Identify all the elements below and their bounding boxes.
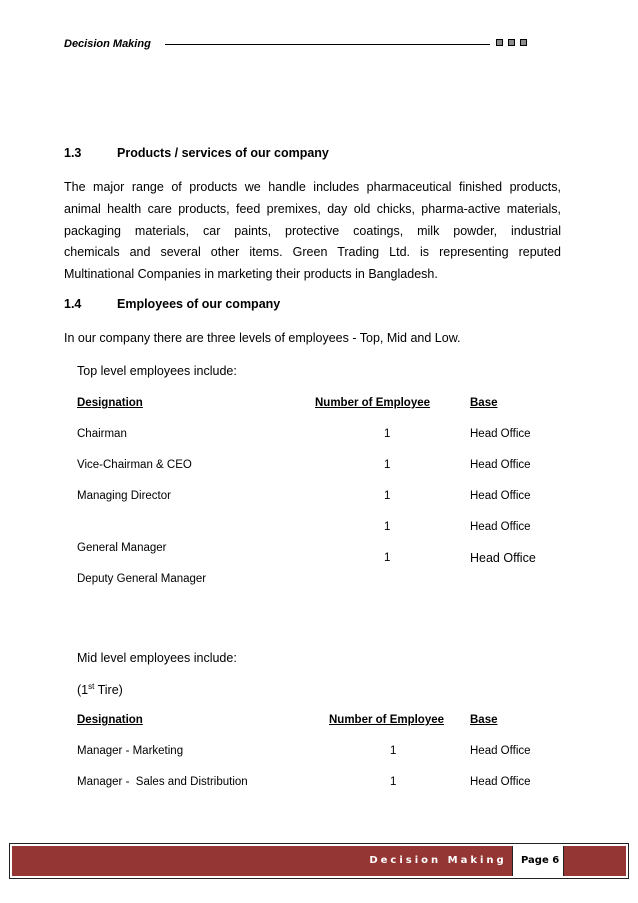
- column-header-count: Number of Employee: [315, 397, 431, 409]
- count-cell: 1: [390, 745, 397, 757]
- designation-cell: General Manager: [77, 542, 167, 554]
- base-cell: Head Office: [470, 745, 531, 757]
- count-cell: 1: [384, 521, 391, 533]
- top-level-heading: Top level employees include:: [77, 364, 237, 378]
- count-cell: 1: [384, 490, 391, 502]
- column-header-count: Number of Employee: [329, 714, 445, 726]
- tier-prefix: (1: [77, 683, 89, 697]
- count-cell: 1: [384, 552, 391, 564]
- footer-title: Decision Making: [369, 855, 507, 866]
- count-cell: 1: [384, 459, 391, 471]
- employees-intro: In our company there are three levels of employees - Top, Mid and Low.: [64, 331, 461, 345]
- column-header-designation: Designation: [77, 397, 143, 409]
- tier-suffix: Tire): [94, 683, 123, 697]
- designation-cell: Manager - Sales and Distribution: [77, 776, 248, 788]
- paragraph-line: The major range of products we handle includes pharmaceutical finished products,: [64, 180, 561, 194]
- count-cell: 1: [384, 428, 391, 440]
- header-rule: [165, 44, 490, 45]
- column-header-base: Base: [470, 397, 498, 409]
- designation-cell: Managing Director: [77, 490, 171, 502]
- header-square-icon: [496, 39, 503, 46]
- section-heading: Employees of our company: [117, 297, 281, 311]
- section-number: 1.4: [64, 297, 82, 311]
- designation-cell: Chairman: [77, 428, 127, 440]
- base-cell: Head Office: [470, 776, 531, 788]
- paragraph-line: packaging materials, car paints, protective coatings, milk powder, industrial: [64, 223, 561, 238]
- mid-level-heading: Mid level employees include:: [77, 651, 237, 665]
- tier-label: [77, 683, 123, 697]
- designation-cell: Vice-Chairman & CEO: [77, 459, 192, 471]
- column-header-designation: Designation: [77, 714, 143, 726]
- base-cell: Head Office: [470, 490, 531, 502]
- products-paragraph: [64, 177, 561, 286]
- header-square-icon: [508, 39, 515, 46]
- base-cell: Head Office: [470, 459, 531, 471]
- column-header-base: Base: [470, 714, 498, 726]
- section-number: 1.3: [64, 146, 82, 160]
- header-square-icon: [520, 39, 527, 46]
- designation-cell: Deputy General Manager: [77, 573, 207, 585]
- paragraph-line: animal health care products, feed premixes, day old chicks, pharma-active materials,: [64, 201, 561, 216]
- count-cell: 1: [390, 776, 397, 788]
- base-cell: Head Office: [470, 551, 536, 565]
- base-cell: Head Office: [470, 428, 531, 440]
- paragraph-line: Multinational Companies in marketing their products in Bangladesh.: [64, 267, 438, 282]
- section-heading: Products / services of our company: [117, 146, 329, 160]
- designation-cell: Manager - Marketing: [77, 745, 184, 757]
- page-number: Page 6: [512, 846, 564, 876]
- tier-superscript: st: [88, 681, 95, 691]
- paragraph-line: chemicals and several other items. Green Trading Ltd. is representing reputed: [64, 245, 561, 260]
- running-header-title: Decision Making: [64, 38, 151, 50]
- base-cell: Head Office: [470, 521, 531, 533]
